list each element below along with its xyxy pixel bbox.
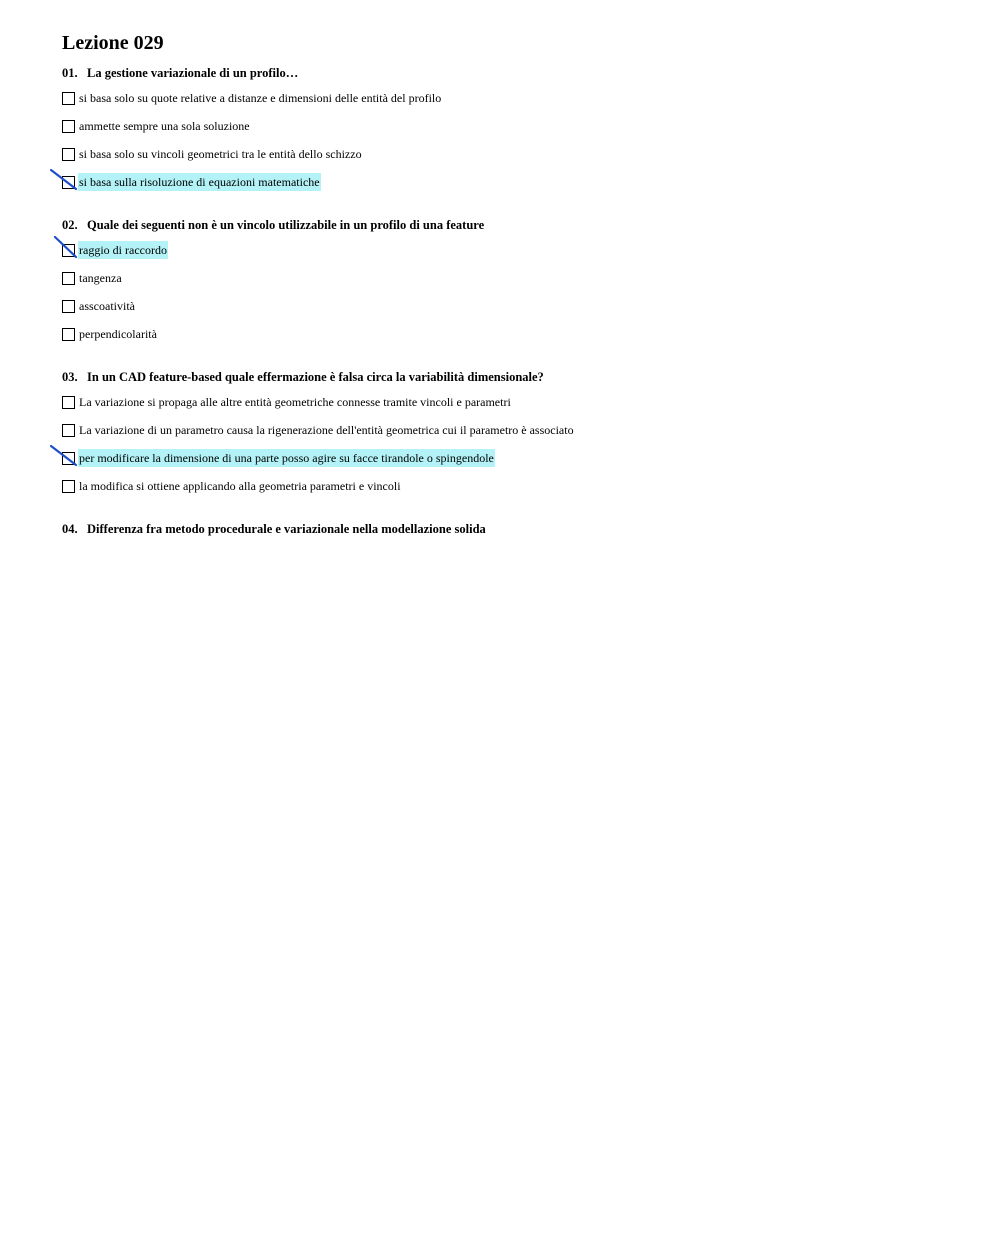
option-label: asscoatività <box>79 299 135 313</box>
question-header <box>62 368 962 386</box>
question-header <box>62 520 962 538</box>
option-label: si basa sulla risoluzione di equazioni matematiche <box>79 175 320 189</box>
answer-option-selected[interactable] <box>62 240 962 260</box>
checkbox[interactable] <box>62 272 75 285</box>
question-text: In un CAD feature-based quale effermazione è falsa circa la variabilità dimensionale? <box>87 370 544 384</box>
option-label: raggio di raccordo <box>79 243 167 257</box>
checkbox[interactable] <box>62 300 75 313</box>
answer-option[interactable] <box>62 268 962 288</box>
answer-option[interactable] <box>62 476 962 496</box>
answer-options <box>62 392 962 496</box>
option-label: ammette sempre una sola soluzione <box>79 119 250 133</box>
checkbox[interactable] <box>62 120 75 133</box>
answer-options <box>62 88 962 192</box>
checkbox[interactable] <box>62 244 75 257</box>
question-02 <box>62 216 962 344</box>
checkbox[interactable] <box>62 396 75 409</box>
answer-option[interactable] <box>62 116 962 136</box>
option-label: si basa solo su vincoli geometrici tra le entità dello schizzo <box>79 147 362 161</box>
question-number: 04. <box>62 522 78 536</box>
answer-option[interactable] <box>62 88 962 108</box>
option-label: tangenza <box>79 271 122 285</box>
question-header <box>62 216 962 234</box>
option-label: La variazione si propaga alle altre entità geometriche connesse tramite vincoli e parametri <box>79 395 511 409</box>
question-header <box>62 64 962 82</box>
option-label: la modifica si ottiene applicando alla geometria parametri e vincoli <box>79 479 401 493</box>
checkbox[interactable] <box>62 176 75 189</box>
answer-option[interactable] <box>62 324 962 344</box>
question-number: 01. <box>62 66 78 80</box>
answer-options <box>62 240 962 344</box>
question-text: Differenza fra metodo procedurale e variazionale nella modellazione solida <box>87 522 486 536</box>
checkbox[interactable] <box>62 480 75 493</box>
checkbox[interactable] <box>62 452 75 465</box>
option-label: per modificare la dimensione di una parte posso agire su facce tirandole o spingendole <box>79 451 494 465</box>
question-text: Quale dei seguenti non è un vincolo utilizzabile in un profilo di una feature <box>87 218 485 232</box>
answer-option[interactable] <box>62 296 962 316</box>
option-label: perpendicolarità <box>79 327 157 341</box>
question-03 <box>62 368 962 496</box>
answer-option[interactable] <box>62 392 962 412</box>
document-page <box>62 30 962 538</box>
checkbox[interactable] <box>62 424 75 437</box>
question-01 <box>62 64 962 192</box>
answer-option[interactable] <box>62 420 962 440</box>
checkbox[interactable] <box>62 92 75 105</box>
answer-option-selected[interactable] <box>62 172 962 192</box>
option-label: La variazione di un parametro causa la rigenerazione dell'entità geometrica cui il parametro è associato <box>79 423 574 437</box>
question-04 <box>62 520 962 538</box>
answer-option[interactable] <box>62 144 962 164</box>
checkbox[interactable] <box>62 328 75 341</box>
checkbox[interactable] <box>62 148 75 161</box>
question-number: 03. <box>62 370 78 384</box>
question-number: 02. <box>62 218 78 232</box>
page-title: Lezione 029 <box>62 32 164 54</box>
answer-option-selected[interactable] <box>62 448 962 468</box>
option-label: si basa solo su quote relative a distanze e dimensioni delle entità del profilo <box>79 91 442 105</box>
question-text: La gestione variazionale di un profilo… <box>87 66 299 80</box>
